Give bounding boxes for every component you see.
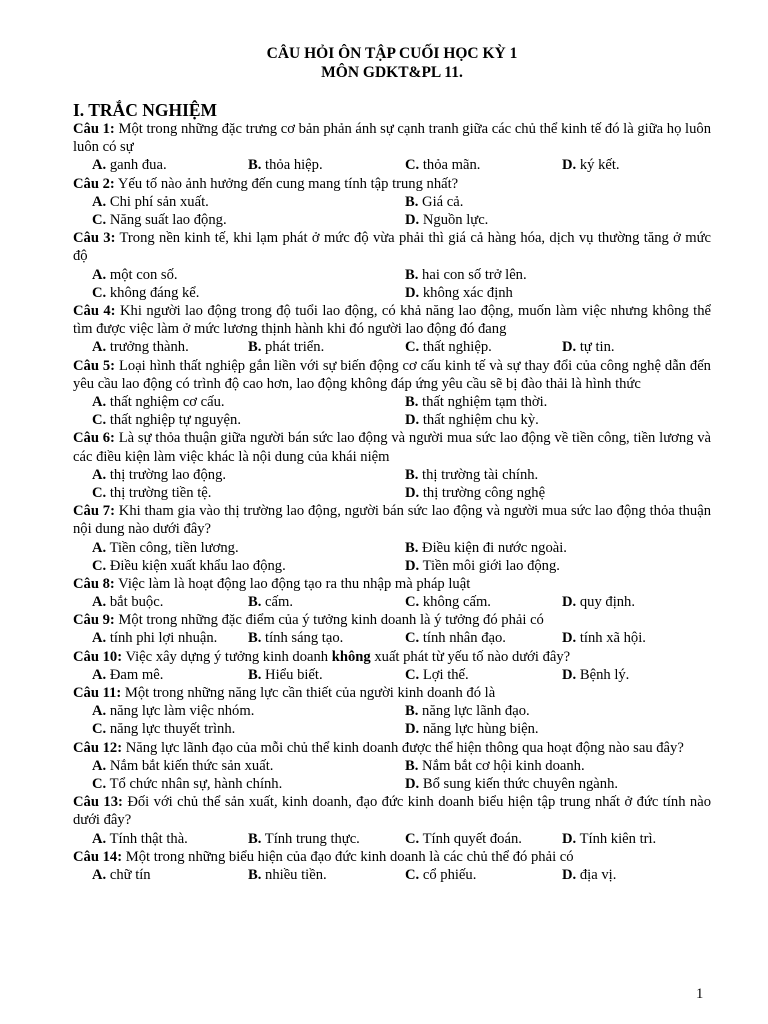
option-c: C. thỏa mãn. <box>405 157 481 174</box>
options-row <box>73 539 711 557</box>
question <box>73 739 711 757</box>
options-row <box>73 775 711 793</box>
document-page <box>73 44 711 884</box>
options-row <box>73 757 711 775</box>
option-a: A. năng lực làm việc nhóm. <box>92 703 255 720</box>
options-row <box>73 338 711 356</box>
question <box>73 648 711 666</box>
section-heading: I. TRẮC NGHIỆM <box>73 100 218 120</box>
option-b: B. thị trường tài chính. <box>405 466 539 483</box>
options-row <box>73 702 711 720</box>
options-row <box>73 284 711 302</box>
option-b: B. năng lực lãnh đạo. <box>405 703 530 720</box>
question-number: Câu 8: <box>73 575 115 592</box>
option-a: A. trưởng thành. <box>92 339 189 356</box>
option-d: D. tự tin. <box>562 339 615 356</box>
option-c: C. năng lực thuyết trình. <box>92 721 236 738</box>
option-c: C. thất nghiệp tự nguyện. <box>92 412 241 429</box>
option-b: B. Giá cả. <box>405 193 464 210</box>
question-text: Trong nền kinh tế, khi lạm phát ở mức độ vừa phải thì giá cả hàng hóa, dịch vụ thường tăng ở mức độ <box>73 230 711 265</box>
question-number: Câu 10: <box>73 648 123 665</box>
question <box>73 429 711 465</box>
question <box>73 793 711 829</box>
option-d: D. Bệnh lý. <box>562 666 630 683</box>
options-row <box>73 720 711 738</box>
option-a: A. Tiền công, tiền lương. <box>92 539 239 556</box>
option-d: D. năng lực hùng biện. <box>405 721 539 738</box>
option-a: A. bắt buộc. <box>92 594 164 611</box>
options-row <box>73 484 711 502</box>
options-row <box>73 466 711 484</box>
option-b: B. thất nghiệm tạm thời. <box>405 393 548 410</box>
option-a: A. tính phi lợi nhuận. <box>92 630 218 647</box>
question-number: Câu 13: <box>73 794 123 811</box>
question <box>73 120 711 156</box>
question-text: Khi người lao động trong độ tuổi lao động, có khả năng lao động, muốn làm việc nhưng không thể tìm được việc làm ở mức lương thịnh hành khi đó người lao động đó đang <box>73 302 712 338</box>
option-d: D. không xác định <box>405 284 513 301</box>
question-number: Câu 1: <box>73 121 115 137</box>
question-number: Câu 7: <box>73 503 115 520</box>
question <box>73 848 711 866</box>
question <box>73 357 711 393</box>
question <box>73 175 711 193</box>
option-a: A. Nắm bắt kiến thức sản xuất. <box>92 757 274 774</box>
options-row <box>73 211 711 229</box>
options-row <box>73 411 711 429</box>
option-c: C. không cấm. <box>405 594 491 611</box>
option-b: B. nhiều tiền. <box>248 867 327 884</box>
question-text: Yếu tố nào ảnh hưởng đến cung mang tính tập trung nhất? <box>117 175 459 192</box>
option-a: A. chữ tín <box>92 867 151 884</box>
option-a: A. một con số. <box>92 266 178 283</box>
options-row <box>73 266 711 284</box>
option-a: A. ganh đua. <box>92 157 167 174</box>
option-d: D. Tiền môi giới lao động. <box>405 557 560 574</box>
option-d: D. ký kết. <box>562 157 620 174</box>
options-row <box>73 156 711 174</box>
option-b: B. Nắm bắt cơ hội kinh doanh. <box>405 757 585 774</box>
page-number: 1 <box>696 986 704 1002</box>
options-row <box>73 866 711 884</box>
option-b: B. Điều kiện đi nước ngoài. <box>405 539 567 556</box>
option-c: C. thất nghiệp. <box>405 339 492 356</box>
question <box>73 684 711 702</box>
question-text: Một trong những biểu hiện của đạo đức kinh doanh là các chủ thể đó phải có <box>125 848 574 865</box>
question-text: Là sự thỏa thuận giữa người bán sức lao động và người mua sức lao động về tiền công, tiền lương và các điều kiện làm việc khác là nội dung của khái niệm <box>73 430 711 465</box>
option-d: D. thị trường công nghệ <box>405 484 546 501</box>
options-row <box>73 830 711 848</box>
question-text: xuất phát từ yếu tố nào dưới đây? <box>374 648 571 665</box>
option-b: B. tính sáng tạo. <box>248 630 344 647</box>
question <box>73 611 711 629</box>
option-a: A. Tính thật thà. <box>92 830 188 847</box>
option-b: B. thỏa hiệp. <box>248 157 323 174</box>
option-b: B. Tính trung thực. <box>248 830 360 847</box>
question-text: Việc làm là hoạt động lao động tạo ra thu nhập mà pháp luật <box>118 575 471 592</box>
options-row <box>73 393 711 411</box>
question-emphasis: không <box>331 648 371 665</box>
option-b: B. Hiểu biết. <box>248 666 323 683</box>
option-b: B. cấm. <box>248 594 294 611</box>
option-c: C. thị trường tiền tệ. <box>92 484 212 501</box>
option-d: D. Bổ sung kiến thức chuyên ngành. <box>405 776 619 793</box>
question <box>73 229 711 265</box>
question-number: Câu 6: <box>73 430 115 447</box>
question-number: Câu 9: <box>73 612 115 629</box>
options-row <box>73 557 711 575</box>
question-text: Năng lực lãnh đạo của mỗi chủ thể kinh doanh được thể hiện thông qua hoạt động nào sau đây? <box>125 739 684 756</box>
options-row <box>73 629 711 647</box>
question-number: Câu 3: <box>73 230 116 247</box>
question-number: Câu 4: <box>73 302 116 319</box>
question-number: Câu 14: <box>73 848 123 865</box>
question-text: Một trong những đặc điểm của ý tưởng kinh doanh là ý tưởng đó phải có <box>118 612 544 629</box>
question-text: Đối với chủ thể sản xuất, kinh doanh, đạo đức kinh doanh biểu hiện tập trung nhất ở đức tính nào dưới đây? <box>73 794 712 829</box>
option-c: C. Tổ chức nhân sự, hành chính. <box>92 776 283 793</box>
option-d: D. địa vị. <box>562 867 617 884</box>
option-c: C. Tính quyết đoán. <box>405 830 522 847</box>
option-b: B. phát triển. <box>248 339 325 356</box>
question-text: Việc xây dựng ý tưởng kinh doanh <box>125 648 329 665</box>
option-d: D. Tính kiên trì. <box>562 830 657 847</box>
option-c: C. Năng suất lao động. <box>92 211 227 228</box>
option-a: A. thất nghiệm cơ cấu. <box>92 393 225 410</box>
option-a: A. Chi phí sản xuất. <box>92 193 209 210</box>
options-row <box>73 593 711 611</box>
question-text: Một trong những năng lực cần thiết của người kinh doanh đó là <box>124 685 496 702</box>
question-number: Câu 11: <box>73 685 122 702</box>
options-row <box>73 193 711 211</box>
question-number: Câu 12: <box>73 739 123 756</box>
option-a: A. Đam mê. <box>92 666 164 683</box>
option-b: B. hai con số trở lên. <box>405 266 527 283</box>
option-c: C. cổ phiếu. <box>405 867 477 884</box>
question-number: Câu 2: <box>73 175 115 192</box>
option-d: D. tính xã hội. <box>562 630 646 647</box>
question-text: Loại hình thất nghiệp gắn liền với sự biến động cơ cấu kinh tế và sự thay đổi của công nghệ dẫn đến yêu cầu lao động có trình độ cao hơn, lao động không đáp ứng yêu cầu sẽ bị đào thải là hình thức <box>73 357 711 392</box>
title-line-1: CÂU HỎI ÔN TẬP CUỐI HỌC KỲ 1 <box>266 45 518 62</box>
option-a: A. thị trường lao động. <box>92 466 227 483</box>
option-d: D. thất nghiệm chu kỳ. <box>405 412 539 429</box>
question <box>73 575 711 593</box>
question-text: Khi tham gia vào thị trường lao động, người bán sức lao động và người mua sức lao động thỏa thuận nội dung nào dưới đây? <box>73 503 711 538</box>
question-number: Câu 5: <box>73 357 116 374</box>
option-d: D. Nguồn lực. <box>405 211 489 228</box>
option-c: C. không đáng kể. <box>92 284 200 301</box>
question-text: Một trong những đặc trưng cơ bản phản ánh sự cạnh tranh giữa các chủ thể kinh tế đó là giữa họ luôn luôn có sự <box>73 121 712 156</box>
options-row <box>73 666 711 684</box>
option-d: D. quy định. <box>562 594 635 611</box>
option-c: C. Điều kiện xuất khẩu lao động. <box>92 557 286 574</box>
question <box>73 302 711 338</box>
title-line-2: MÔN GDKT&PL 11. <box>321 64 463 81</box>
option-c: C. tính nhân đạo. <box>405 630 506 647</box>
option-c: C. Lợi thế. <box>405 666 469 683</box>
question <box>73 502 711 538</box>
